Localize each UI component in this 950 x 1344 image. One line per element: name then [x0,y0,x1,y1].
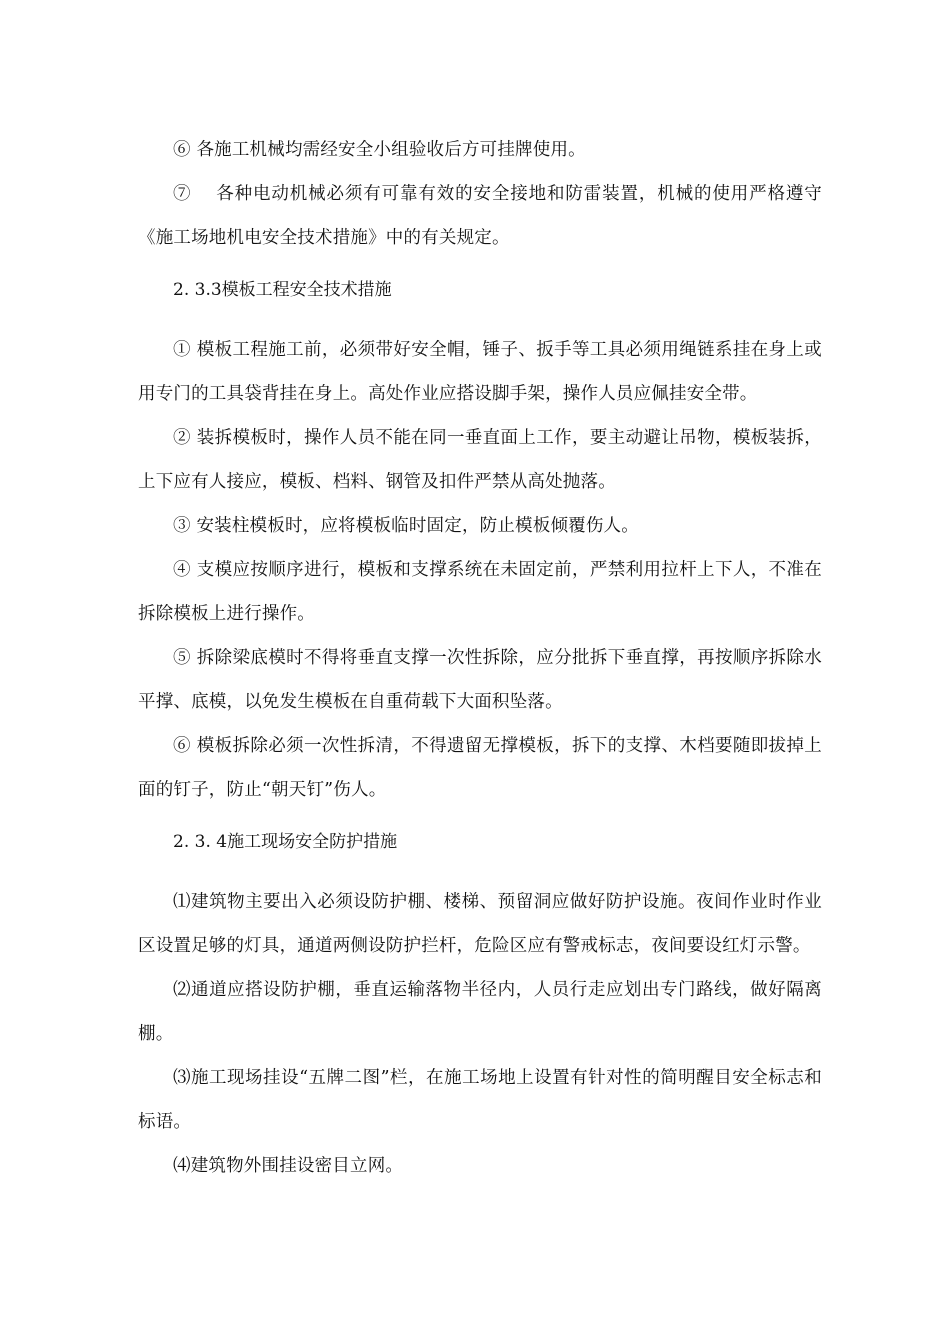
paragraph-item-6-machinery: ⑥ 各施工机械均需经安全小组验收后方可挂牌使用。 [173,140,586,160]
paragraph-formwork-item-2: ② 装拆模板时，操作人员不能在同一垂直面上工作，要主动避让吊物，模板装拆，上下应有人接应，模板、档料、钢管及扣件严禁从高处抛落。 [138,428,822,492]
section-heading-2-3-3: 2. 3.3模板工程安全技术措施 [173,280,392,300]
paragraph-protection-item-4: ⑷建筑物外围挂设密目立网。 [173,1156,404,1176]
paragraph-item-7-grounding: ⑦ 各种电动机械必须有可靠有效的安全接地和防雷装置，机械的使用严格遵守《施工场地机电安全技术措施》中的有关规定。 [138,184,822,248]
paragraph-formwork-item-5: ⑤ 拆除梁底模时不得将垂直支撑一次性拆除，应分批拆下垂直撑，再按顺序拆除水平撑、底模，以免发生模板在自重荷载下大面积坠落。 [138,648,822,712]
paragraph-formwork-item-3: ③ 安装柱模板时，应将模板临时固定，防止模板倾覆伤人。 [173,516,639,536]
paragraph-formwork-item-6: ⑥ 模板拆除必须一次性拆清，不得遗留无撑模板，拆下的支撑、木档要随即拔掉上面的钉子，防止“朝天钉”伤人。 [138,736,822,800]
paragraph-protection-item-3: ⑶施工现场挂设“五牌二图”栏，在施工场地上设置有针对性的简明醒目安全标志和标语。 [138,1068,822,1132]
document-body [138,128,822,1188]
paragraph-formwork-item-4: ④ 支模应按顺序进行，模板和支撑系统在未固定前，严禁利用拉杆上下人，不准在拆除模板上进行操作。 [138,560,822,624]
paragraph-protection-item-2: ⑵通道应搭设防护棚，垂直运输落物半径内，人员行走应划出专门路线，做好隔离棚。 [138,980,822,1044]
paragraph-formwork-item-1: ① 模板工程施工前，必须带好安全帽，锤子、扳手等工具必须用绳链系挂在身上或用专门的工具袋背挂在身上。高处作业应搭设脚手架，操作人员应佩挂安全带。 [138,340,822,404]
section-heading-2-3-4: 2. 3. 4施工现场安全防护措施 [173,832,398,852]
paragraph-protection-item-1: ⑴建筑物主要出入必须设防护棚、楼梯、预留洞应做好防护设施。夜间作业时作业区设置足够的灯具，通道两侧设防护拦杆，危险区应有警戒标志，夜间要设红灯示警。 [138,892,822,956]
